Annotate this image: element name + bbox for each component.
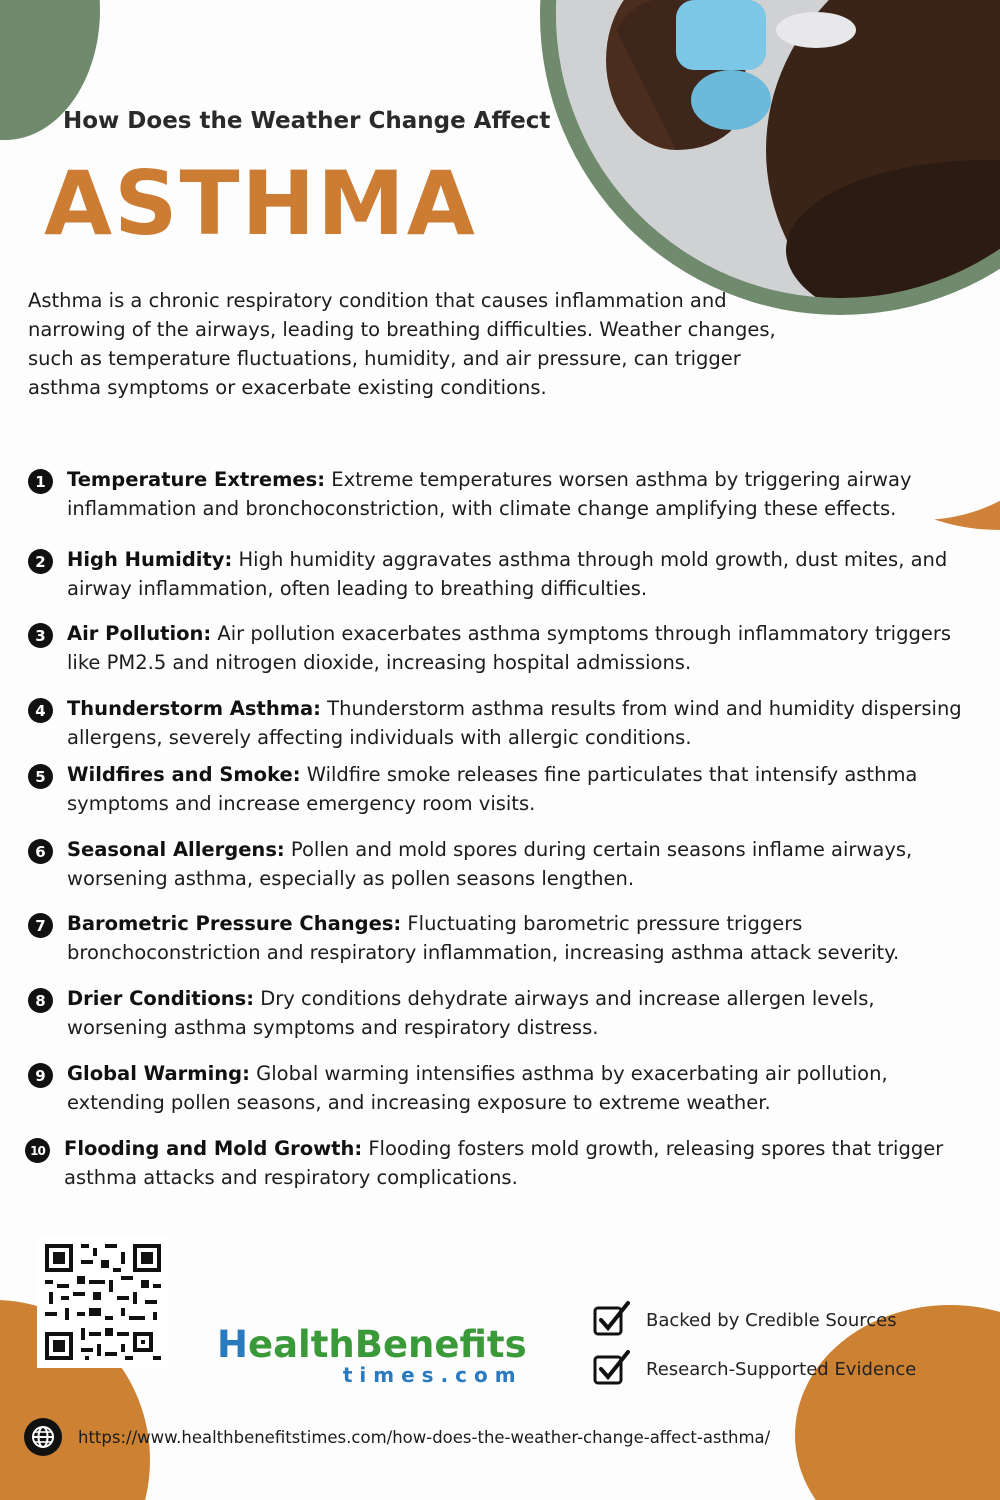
number-badge: 2 — [28, 549, 53, 574]
globe-icon — [24, 1418, 62, 1456]
item-description: Extreme temperatures worsen asthma by triggering airway inflammation and bronchoconstriction, with climate change amplifying these effects. — [67, 468, 912, 520]
item-term: Air Pollution: — [67, 622, 212, 645]
list-item — [28, 984, 968, 1042]
list-item — [25, 1134, 965, 1192]
list-item — [28, 760, 968, 818]
list-item — [28, 545, 968, 603]
logo-initial: H — [217, 1323, 248, 1366]
qr-code-graphic — [37, 1236, 169, 1368]
item-term: Temperature Extremes: — [67, 468, 326, 491]
checkbox-check-icon — [592, 1300, 632, 1340]
logo-name: ealthBenefits — [247, 1323, 527, 1366]
list-item — [28, 909, 968, 967]
logo-domain: times.com — [342, 1363, 523, 1387]
item-term: Global Warming: — [67, 1062, 250, 1085]
number-badge: 8 — [28, 988, 53, 1013]
page-title: ASTHMA — [44, 152, 477, 255]
checkbox-check-icon — [592, 1349, 632, 1389]
badge-label: Backed by Credible Sources — [646, 1309, 897, 1331]
item-term: Wildfires and Smoke: — [67, 763, 301, 786]
badge-credible-sources — [592, 1300, 897, 1340]
item-term: Drier Conditions: — [67, 987, 255, 1010]
list-item — [28, 1059, 968, 1117]
list-item — [28, 694, 968, 752]
badge-research-evidence — [592, 1349, 916, 1389]
item-term: Barometric Pressure Changes: — [67, 912, 402, 935]
list-item — [28, 465, 968, 523]
list-item — [28, 619, 968, 677]
item-term: High Humidity: — [67, 548, 233, 571]
inhaler-photo — [556, 0, 1000, 298]
source-link[interactable] — [24, 1418, 770, 1456]
list-item — [28, 835, 968, 893]
item-description: Thunderstorm asthma results from wind and humidity dispersing allergens, severely affecting individuals with allergic conditions. — [67, 697, 962, 749]
item-description: Air pollution exacerbates asthma symptoms through inflammatory triggers like PM2.5 and nitrogen dioxide, increasing hospital admissions. — [67, 622, 952, 674]
number-badge: 1 — [28, 469, 53, 494]
person-inhaler-illustration — [556, 0, 1000, 298]
number-badge: 6 — [28, 839, 53, 864]
item-term: Thunderstorm Asthma: — [67, 697, 321, 720]
item-description: Pollen and mold spores during certain seasons inflame airways, worsening asthma, especially as pollen seasons lengthen. — [67, 838, 913, 890]
number-badge: 3 — [28, 623, 53, 648]
site-logo[interactable] — [217, 1323, 527, 1387]
source-url[interactable]: https://www.healthbenefitstimes.com/how-does-the-weather-change-affect-asthma/ — [78, 1427, 771, 1447]
number-badge: 7 — [28, 913, 53, 938]
number-badge: 9 — [28, 1063, 53, 1088]
intro-paragraph: Asthma is a chronic respiratory condition that causes inflammation and narrowing of the airways, leading to breathing difficulties. Weather changes, such as temperature fluctuations, humidity, and air pressure, can trigger asthma symptoms or exacerbate existing conditions. — [28, 289, 776, 399]
item-description: High humidity aggravates asthma through mold growth, dust mites, and airway inflammation, often leading to breathing difficulties. — [67, 548, 948, 600]
number-badge: 5 — [28, 764, 53, 789]
item-description: Wildfire smoke releases fine particulates that intensify asthma symptoms and increase emergency room visits. — [67, 763, 918, 815]
badge-label: Research-Supported Evidence — [646, 1358, 917, 1380]
logo-wordmark — [217, 1323, 527, 1366]
number-badge: 4 — [28, 698, 53, 723]
item-term: Flooding and Mold Growth: — [64, 1137, 363, 1160]
item-description: Global warming intensifies asthma by exacerbating air pollution, extending pollen seasons, and increasing exposure to extreme weather. — [67, 1062, 888, 1114]
item-term: Seasonal Allergens: — [67, 838, 285, 861]
page-subtitle: How Does the Weather Change Affect — [63, 108, 551, 134]
item-description: Dry conditions dehydrate airways and increase allergen levels, worsening asthma symptoms and respiratory distress. — [67, 987, 875, 1039]
qr-code[interactable] — [37, 1236, 169, 1368]
inhaler-shape — [676, 0, 766, 70]
item-description: Fluctuating barometric pressure triggers bronchoconstriction and respiratory inflammation, increasing asthma attack severity. — [67, 912, 900, 964]
number-badge: 10 — [25, 1138, 50, 1163]
item-description: Flooding fosters mold growth, releasing spores that trigger asthma attacks and respiratory complications. — [64, 1137, 944, 1189]
